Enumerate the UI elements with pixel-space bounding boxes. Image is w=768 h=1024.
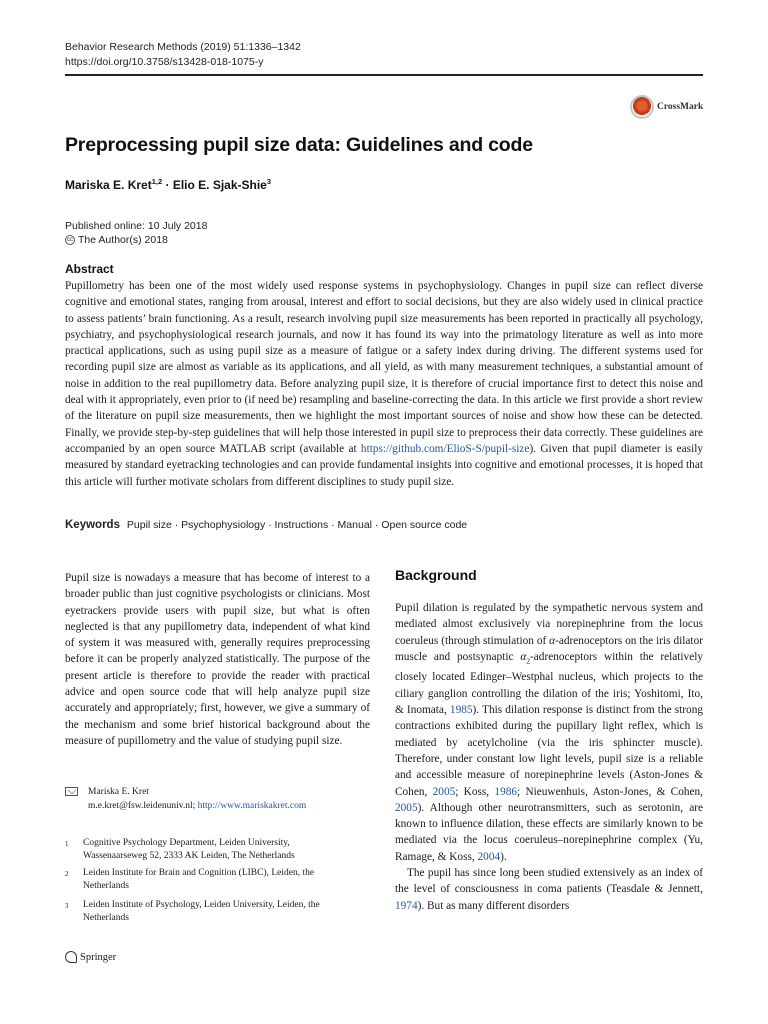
affiliation-3 xyxy=(65,899,370,925)
publication-info xyxy=(65,219,207,247)
text-run: ; Koss, xyxy=(455,785,495,798)
website-link[interactable]: http://www.mariskakret.com xyxy=(197,801,307,811)
subscript: 2 xyxy=(526,656,531,666)
journal-citation: Behavior Research Methods (2019) 51:1336–1342 xyxy=(65,41,301,53)
publisher-name: Springer xyxy=(80,951,117,963)
citation-link[interactable]: 1986 xyxy=(494,785,518,798)
text-run: ; Nieuwenhuis, Aston-Jones, & Cohen, xyxy=(517,785,703,798)
text-run: ). Although other neurotransmitters, such as serotonin, are known to influence dilation, these effects are similarly known to be mediated via the locus coeruleus–norepinephrine complex (Yu, Ramage, & Koss, xyxy=(395,801,703,863)
text-run: -adrenoceptors within the relatively closely located Edinger–Westphal nucleus, which projects to the ciliary ganglion controlling the dilation of the iris; Yoshitomi, Ito, & Inomata, xyxy=(395,650,703,717)
springer-horse-icon xyxy=(65,951,77,963)
greek-alpha: α xyxy=(520,650,527,663)
affiliation-number: 1 xyxy=(65,840,69,848)
text-run: ). xyxy=(500,850,507,863)
text-run: The pupil has since long been studied extensively as an index of the level of consciousness in coma patients (Teasdale & Jennett, xyxy=(395,867,703,896)
affiliation-number: 2 xyxy=(65,870,69,878)
github-link[interactable]: https://github.com/ElioS-S/pupil-size xyxy=(360,442,530,455)
abstract-text-part: Pupillometry has been one of the most widely used response systems in psychophysiology. Changes in pupil size can reflect diverse cognitive and emotional states, ranging from arousal, interest and effort to social decisions, but they are also widely used in clinical practice to assess patients’ brain functioning. As a result, research involving pupil size measurements has been reported in practically all psychology, psychiatry, and psychophysiological research journals, and now it has found its way into the primatology literature as well as into more practical applications, such as using pupil size as a measure of fatigue or a safety index during driving. The different systems used for recording pupil size are almost as variable as its applications, and all yield, as with many measurement techniques, a substantial amount of noise in addition to the real pupillometry data. Before analyzing pupil size, it is therefore of crucial importance first to detect this noise and deal with it appropriately, even prior to (if need be) resampling and baseline-correcting the data. In this article we first provide a short review of the literature on pupil size measurements, then we highlight the most important sources of noise and show how these can be detected. Finally, we provide step-by-step guidelines that will help those interested in pupil size to preprocess their data correctly. These guidelines are accompanied by an open source MATLAB script (available at xyxy=(65,280,703,455)
doi-link[interactable]: https://doi.org/10.3758/s13428-018-1075-y xyxy=(65,56,264,68)
crossmark-label: CrossMark xyxy=(657,102,704,112)
contact-separator: ; xyxy=(192,801,198,811)
citation-link[interactable]: 1974 xyxy=(395,899,418,912)
text-run: ). This dilation response is distinct from the strong contractions exhibited during the pupillary light reflex, which is mediated by acetylcholine (via the iris sphincter muscle). Therefore, under constant low light levels, pupil size is a reliable and accessible measure of norepinephrine levels (Aston-Jones & Cohen, xyxy=(395,704,703,798)
background-paragraph xyxy=(395,865,703,914)
author-affiliation-ref: 1,2 xyxy=(151,177,163,186)
text-run: Pupil dilation is regulated by the sympathetic nervous system and mediated almost exclusively via norepinephrine from the locus coeruleus (through stimulation of xyxy=(395,602,703,647)
envelope-icon xyxy=(65,787,78,796)
affiliation-text: Leiden Institute for Brain and Cognition (LIBC), Leiden, the Netherlands xyxy=(83,868,315,891)
affiliation-number: 3 xyxy=(65,902,69,910)
intro-paragraph: Pupil size is nowadays a measure that has become of interest to a broader public than just cognitive psychologists or clinicians. Most eyetrackers provide users with pupil size, but what is often neglected is that any pupillometry data, independent of what kind of system it was measured with, generally requires preprocessing before it can be properly analyzed statistically. The purpose of the present article is therefore to provide the reader with practical advice and open source code that will help analyze pupil size accurately and appropriately; first, however, we give a summary of the mechanism and some brief historical background about the measure of pupillometry and the value of studying pupil size. xyxy=(65,572,370,747)
correspondence-name: Mariska E. Kret xyxy=(88,787,149,797)
published-date: Published online: 10 July 2018 xyxy=(65,220,208,232)
correspondence xyxy=(65,785,370,813)
header-rule xyxy=(65,74,703,76)
author-name[interactable]: Elio E. Sjak-Shie xyxy=(172,178,267,192)
crossmark-icon xyxy=(630,95,654,119)
affiliation-text: Leiden Institute of Psychology, Leiden University, Leiden, the Netherlands xyxy=(83,900,320,923)
article-title: Preprocessing pupil size data: Guidelines and code xyxy=(65,134,533,156)
copyright-line xyxy=(65,233,207,247)
greek-alpha: α xyxy=(549,634,556,647)
citation-link[interactable]: 2005 xyxy=(395,801,418,814)
keywords-label: Keywords xyxy=(65,519,120,531)
copyright-text: The Author(s) 2018 xyxy=(78,234,168,246)
citation-link[interactable]: 1985 xyxy=(449,704,473,717)
background-paragraph xyxy=(395,600,703,865)
text-run: -adrenoceptors on the iris dilator muscle and postsynaptic xyxy=(395,634,703,663)
publisher-footer xyxy=(65,951,116,963)
author-separator: · xyxy=(162,178,173,192)
citation-link[interactable]: 2005 xyxy=(432,785,456,798)
crossmark-badge[interactable] xyxy=(630,93,703,121)
abstract-text-part: ). Given that pupil diameter is easily measured by standard eyetracking technologies and can provide fundamental insights into cognitive and emotional processes, it is hoped that this article will further motivate scholars from different disciplines to study pupil size. xyxy=(65,442,703,488)
author-affiliation-ref: 3 xyxy=(266,177,272,186)
keywords xyxy=(65,519,467,531)
text-run: ). But as many different disorders xyxy=(417,899,570,912)
email-link[interactable]: m.e.kret@fsw.leidenuniv.nl xyxy=(88,801,193,811)
affiliation-text: Cognitive Psychology Department, Leiden University, Wassenaarseweg 52, 2333 AK Leiden, The Netherlands xyxy=(83,838,295,861)
affiliation-1 xyxy=(65,837,370,863)
author-list xyxy=(65,177,271,192)
journal-header xyxy=(65,40,301,70)
citation-link[interactable]: 2004 xyxy=(477,850,501,863)
abstract-heading: Abstract xyxy=(65,262,114,276)
section-heading-background: Background xyxy=(395,567,477,583)
affiliation-2 xyxy=(65,867,370,893)
background-section xyxy=(395,600,703,914)
keywords-list: Pupil size · Psychophysiology · Instructions · Manual · Open source code xyxy=(126,519,468,531)
abstract-text xyxy=(65,278,703,490)
cc-icon: cc xyxy=(67,237,73,244)
author-name[interactable]: Mariska E. Kret xyxy=(65,178,152,192)
